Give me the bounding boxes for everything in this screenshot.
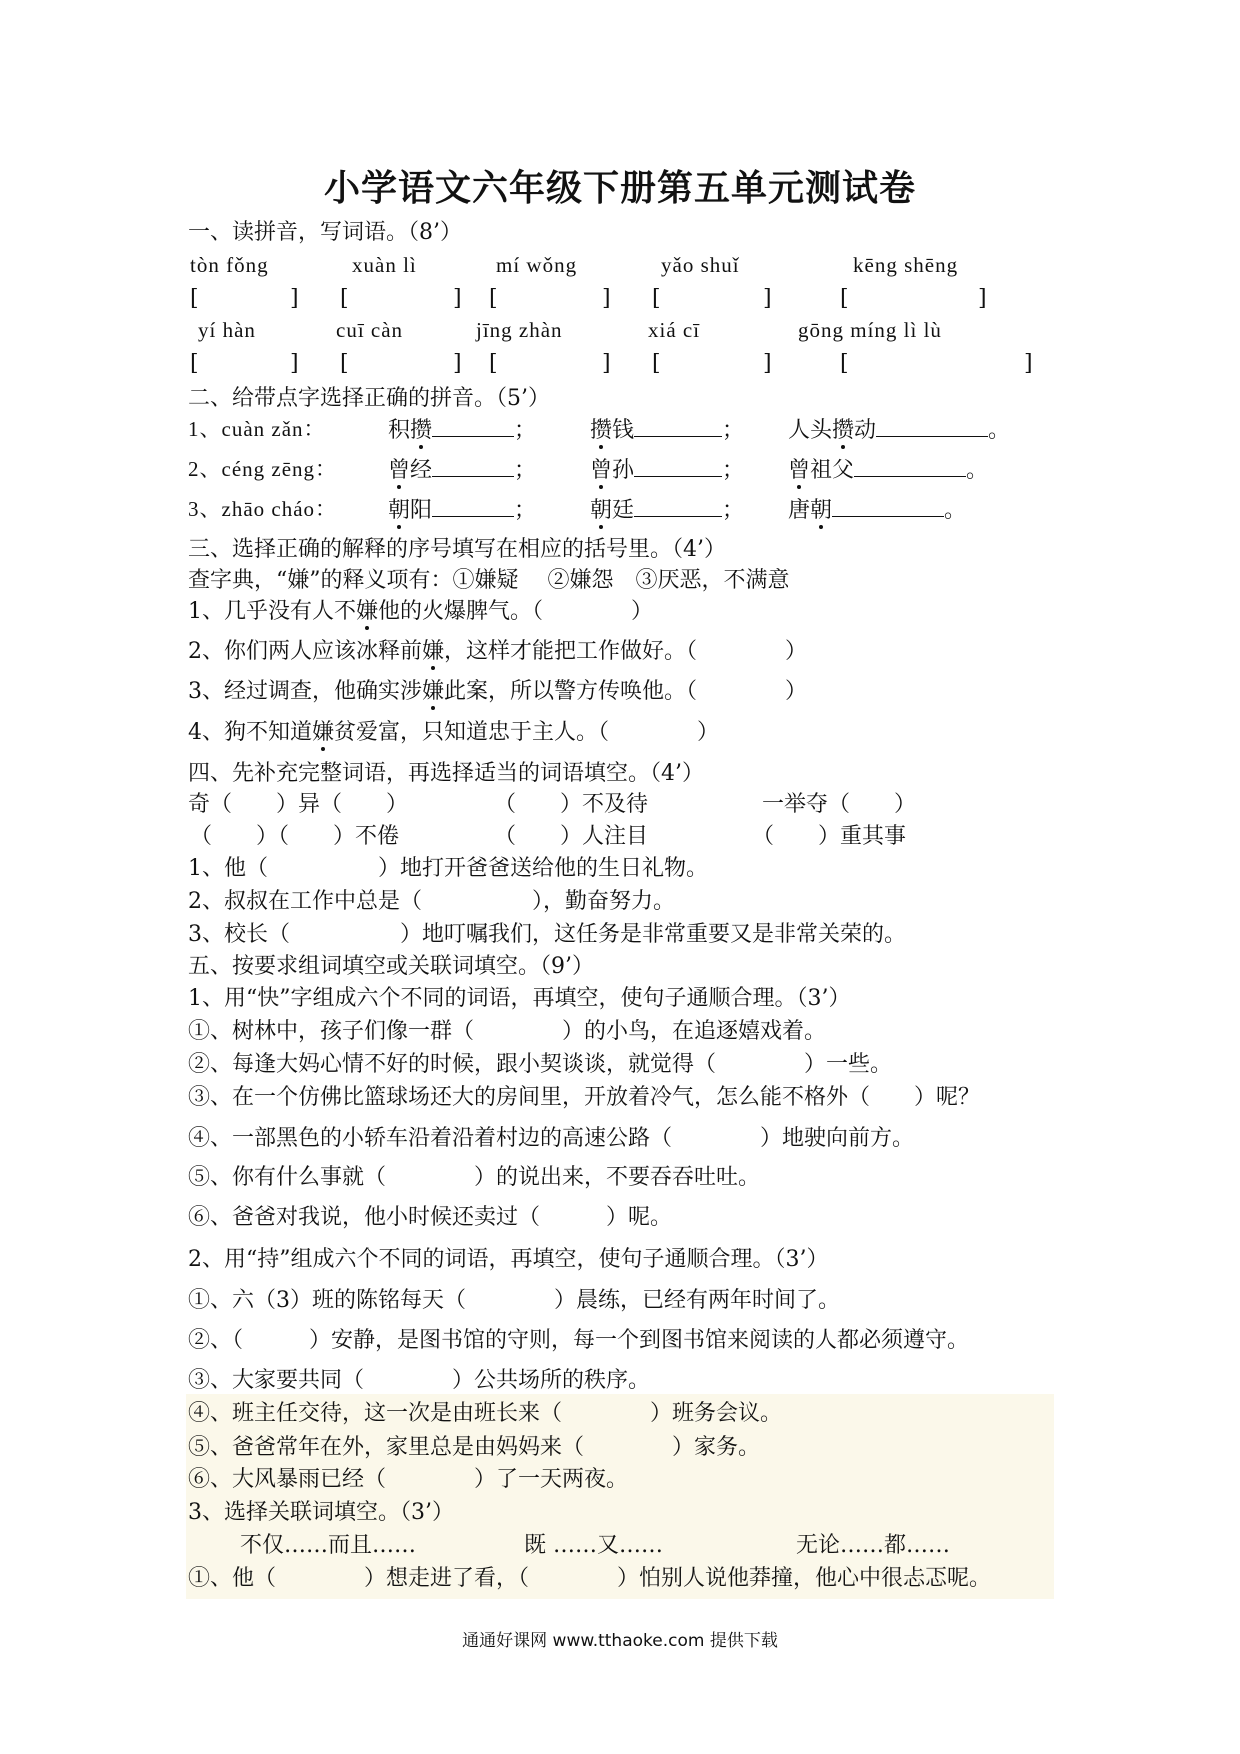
pinyin-item: cuī càn <box>336 318 404 342</box>
word-text: 积 <box>388 418 411 443</box>
separator: ； <box>722 458 745 483</box>
pinyin-item: mí wǒng <box>496 253 578 277</box>
idiom-item: （ ）人注目 <box>494 824 649 849</box>
question-text: ，这样才能把工作做好。（ ） <box>444 639 808 664</box>
answer-blank[interactable] <box>854 454 966 477</box>
dictionary-definitions: 查字典，“嫌”的释义项有：①嫌疑 ②嫌怨 ③厌恶，不满意 <box>188 568 790 593</box>
separator: ； <box>514 418 537 443</box>
question-text: 3、经过调查，他确实涉 <box>188 679 422 704</box>
separator: 。 <box>944 498 967 523</box>
bracket-close: ] <box>763 351 772 376</box>
question-row <box>188 454 337 485</box>
question-row: ③、在一个仿佛比篮球场还大的房间里，开放着冷气，怎么能不格外（ ）呢？ <box>188 1085 981 1110</box>
question-row: ①、六（3）班的陈铭每天（ ）晨练，已经有两年时间了。 <box>188 1288 840 1313</box>
answer-blank[interactable] <box>634 454 722 477</box>
answer-blank[interactable] <box>876 414 988 437</box>
dotted-char: 曾 <box>590 458 613 483</box>
word-text: 阳 <box>410 498 433 523</box>
separator: ； <box>722 418 745 443</box>
bracket-open: [ <box>340 286 349 311</box>
word-cell <box>788 414 1010 446</box>
idiom-item: （ ）（ ）不倦 <box>190 824 400 849</box>
pinyin-choice: 1、cuàn zǎn： <box>188 417 326 441</box>
word-text: 祖父 <box>810 458 855 483</box>
section-2-heading: 二、给带点字选择正确的拼音。（5’） <box>188 386 550 411</box>
word-cell <box>388 494 536 526</box>
word-cell <box>590 414 744 446</box>
dotted-char: 攒 <box>832 418 855 443</box>
question-text: 他的火爆脾气。（ ） <box>378 599 654 624</box>
answer-blank[interactable] <box>634 494 722 517</box>
bracket-close: ] <box>453 351 462 376</box>
sub-question-heading: 3、选择关联词填空。（3’） <box>188 1500 454 1525</box>
dotted-char: 嫌 <box>356 599 379 624</box>
bracket-open: [ <box>489 286 498 311</box>
bracket-open: [ <box>190 286 199 311</box>
idiom-item: （ ）重其事 <box>752 824 907 849</box>
bracket-close: ] <box>290 286 299 311</box>
question-row <box>188 597 653 627</box>
question-text: 4、狗不知道 <box>188 720 312 745</box>
question-row <box>188 414 326 445</box>
dotted-char: 攒 <box>410 418 433 443</box>
bracket-close: ] <box>602 286 611 311</box>
word-cell <box>788 454 988 486</box>
section-3-heading: 三、选择正确的解释的序号填写在相应的括号里。（4’） <box>188 537 726 562</box>
dotted-char: 曾 <box>788 458 811 483</box>
word-text: 钱 <box>612 418 635 443</box>
question-row <box>188 677 807 707</box>
question-text: 1、几乎没有人不 <box>188 599 356 624</box>
question-row: 2、叔叔在工作中总是（ ），勤奋努力。 <box>188 889 675 914</box>
word-text: 唐 <box>788 498 811 523</box>
bracket-open: [ <box>840 351 849 376</box>
separator: 。 <box>988 418 1011 443</box>
page-title: 小学语文六年级下册第五单元测试卷 <box>323 168 916 209</box>
pinyin-item: jīng zhàn <box>476 318 563 342</box>
question-row: ④、一部黑色的小轿车沿着沿着村边的高速公路（ ）地驶向前方。 <box>188 1126 915 1151</box>
bracket-open: [ <box>652 351 661 376</box>
pinyin-item: gōng míng lì lù <box>798 318 942 342</box>
pinyin-item: kēng shēng <box>853 253 959 277</box>
conjunction-option: 既 ……又…… <box>524 1533 663 1558</box>
separator: ； <box>514 458 537 483</box>
pinyin-item: yǎo shuǐ <box>661 253 740 277</box>
question-row: 1、他（ ）地打开爸爸送给他的生日礼物。 <box>188 856 708 881</box>
pinyin-item: xuàn lì <box>352 253 417 277</box>
dotted-char: 攒 <box>590 418 613 443</box>
question-row: ②、每逢大妈心情不好的时候，跟小契谈谈，就觉得（ ）一些。 <box>188 1052 893 1077</box>
question-row: ⑤、你有什么事就（ ）的说出来，不要吞吞吐吐。 <box>188 1165 761 1190</box>
question-row: ①、树林中，孩子们像一群（ ）的小鸟，在追逐嬉戏着。 <box>188 1019 827 1044</box>
dotted-char: 嫌 <box>422 639 445 664</box>
bracket-close: ] <box>453 286 462 311</box>
section-4-heading: 四、先补充完整词语，再选择适当的词语填空。（4’） <box>188 761 704 786</box>
question-row: ③、大家要共同（ ）公共场所的秩序。 <box>188 1368 651 1393</box>
answer-blank[interactable] <box>634 414 722 437</box>
bracket-open: [ <box>652 286 661 311</box>
separator: ； <box>514 498 537 523</box>
word-cell <box>388 454 536 486</box>
question-text: 2、你们两人应该冰释前 <box>188 639 422 664</box>
dotted-char: 朝 <box>388 498 411 523</box>
conjunction-option: 无论……都…… <box>796 1533 951 1558</box>
question-row: ⑥、大风暴雨已经（ ）了一天两夜。 <box>188 1467 629 1492</box>
dotted-char: 曾 <box>388 458 411 483</box>
answer-blank[interactable] <box>432 414 514 437</box>
word-cell <box>388 414 536 446</box>
pinyin-item: yí hàn <box>198 318 256 342</box>
question-text: 此案，所以警方传唤他。（ ） <box>444 679 808 704</box>
idiom-item: 奇（ ）异（ ） <box>188 792 409 817</box>
idiom-item: （ ）不及待 <box>494 792 649 817</box>
sub-question-heading: 1、用“快”字组成六个不同的词语，再填空，使句子通顺合理。（3’） <box>188 986 851 1011</box>
idiom-item: 一举夺（ ） <box>762 792 917 817</box>
bracket-close: ] <box>1024 351 1033 376</box>
dotted-char: 嫌 <box>422 679 445 704</box>
word-text: 人头 <box>788 418 833 443</box>
answer-blank[interactable] <box>432 454 514 477</box>
pinyin-item: xiá cī <box>648 318 701 342</box>
question-text: 贫爱富，只知道忠于主人。（ ） <box>334 720 720 745</box>
question-row <box>188 494 337 525</box>
question-row: 3、校长（ ）地叮嘱我们，这任务是非常重要又是非常关荣的。 <box>188 922 906 947</box>
bracket-open: [ <box>190 351 199 376</box>
dotted-char: 朝 <box>810 498 833 523</box>
question-row: ②、（ ）安静，是图书馆的守则，每一个到图书馆来阅读的人都必须遵守。 <box>188 1328 970 1353</box>
word-cell <box>788 494 966 526</box>
question-row: ⑥、爸爸对我说，他小时候还卖过（ ）呢。 <box>188 1205 673 1230</box>
word-cell <box>590 454 744 486</box>
bracket-open: [ <box>340 351 349 376</box>
bracket-close: ] <box>602 351 611 376</box>
question-row: ④、班主任交待，这一次是由班长来（ ）班务会议。 <box>188 1401 783 1426</box>
footer-credit: 通通好课网 www.tthaoke.com 提供下载 <box>462 1631 778 1651</box>
question-row: ①、他（ ）想走进了看，（ ）怕别人说他莽撞，他心中很忐忑呢。 <box>188 1566 992 1591</box>
separator: ； <box>722 498 745 523</box>
bracket-open: [ <box>489 351 498 376</box>
bracket-close: ] <box>978 286 987 311</box>
word-text: 经 <box>410 458 433 483</box>
word-text: 动 <box>854 418 877 443</box>
dotted-char: 嫌 <box>312 720 335 745</box>
word-cell <box>590 494 744 526</box>
section-1-heading: 一、读拼音，写词语。（8’） <box>188 220 462 245</box>
word-text: 孙 <box>612 458 635 483</box>
dotted-char: 朝 <box>590 498 613 523</box>
answer-blank[interactable] <box>432 494 514 517</box>
answer-blank[interactable] <box>832 494 944 517</box>
pinyin-item: tòn fǒng <box>190 253 269 277</box>
question-row <box>188 637 807 667</box>
pinyin-choice: 3、zhāo cháo： <box>188 497 338 521</box>
question-row: ⑤、爸爸常年在外，家里总是由妈妈来（ ）家务。 <box>188 1435 761 1460</box>
word-text: 廷 <box>612 498 635 523</box>
sub-question-heading: 2、用“持”组成六个不同的词语，再填空，使句子通顺合理。（3’） <box>188 1247 829 1272</box>
separator: 。 <box>966 458 989 483</box>
bracket-open: [ <box>840 286 849 311</box>
pinyin-choice: 2、céng zēng： <box>188 457 338 481</box>
bracket-close: ] <box>763 286 772 311</box>
question-row <box>188 718 719 748</box>
conjunction-option: 不仅……而且…… <box>240 1533 417 1558</box>
bracket-close: ] <box>290 351 299 376</box>
section-5-heading: 五、按要求组词填空或关联词填空。（9’） <box>188 954 594 979</box>
